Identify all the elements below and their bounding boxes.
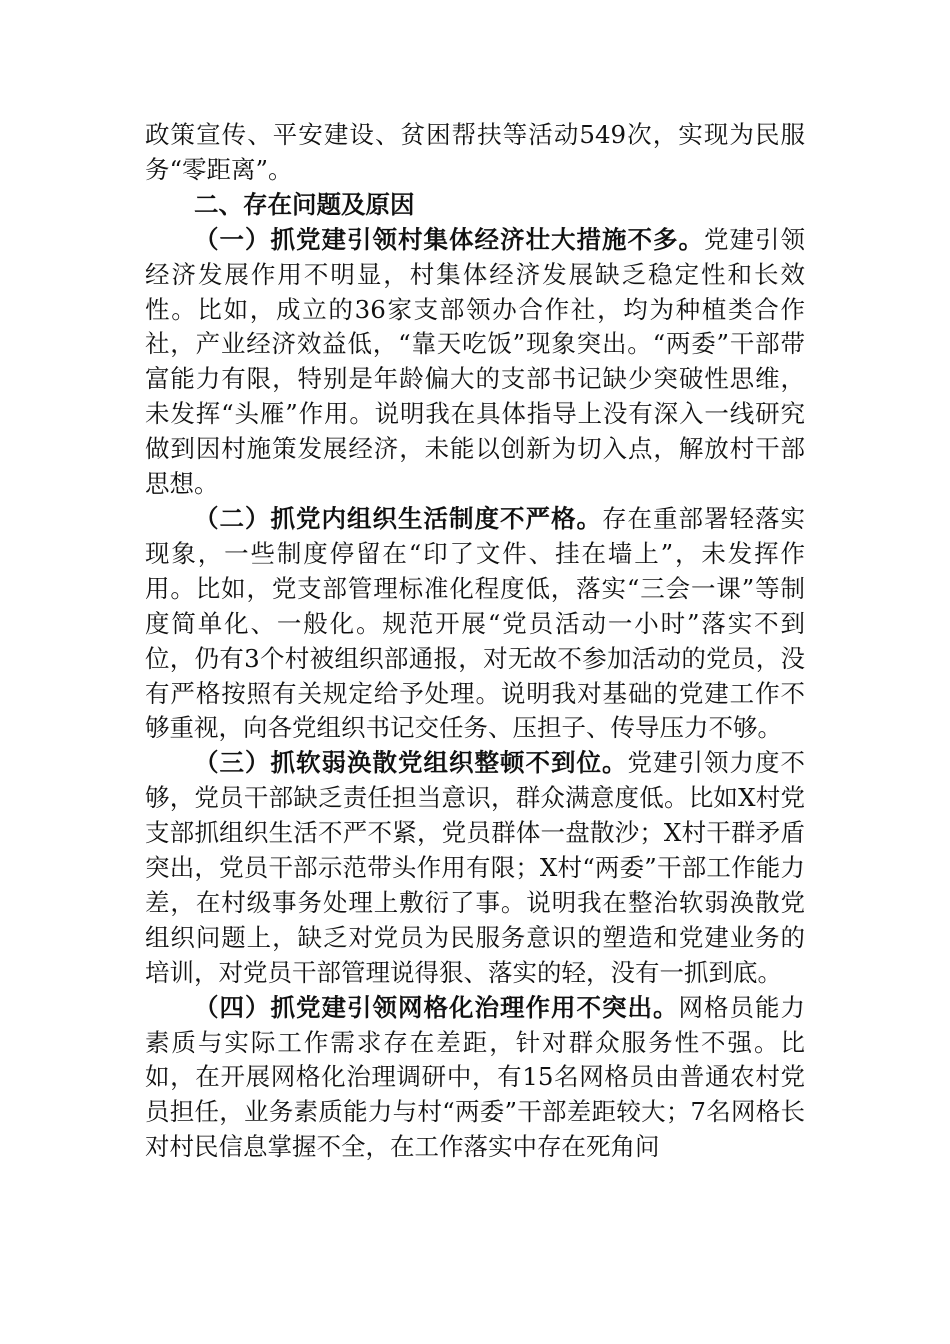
- item-2-body: 存在重部署轻落实现象，一些制度停留在“印了文件、挂在墙上”，未发挥作用。比如，党支部管理标准化程度低，落实“三会一课”等制度简单化、一般化。规范开展“党员活动一小时”落实不到位，仍有3个村被组织部通报，对无故不参加活动的党员，没有严格按照有关规定给予处理。说明我对基础的党建工作不够重视，向各党组织书记交任务、压担子、传导压力不够。: [145, 503, 805, 743]
- document-page: [145, 118, 805, 1165]
- paragraph-item-2: [145, 502, 805, 746]
- item-3-body: 党建引领力度不够，党员干部缺乏责任担当意识，群众满意度低。比如X村党支部抓组织生活不严不紧，党员群体一盘散沙；X村干群矛盾突出，党员干部示范带头作用有限；X村“两委”干部工作能力差，在村级事务处理上敷衍了事。说明我在整治软弱涣散党组织问题上，缺乏对党员为民服务意识的塑造和党建业务的培训，对党员干部管理说得狠、落实的轻，没有一抓到底。: [145, 748, 805, 987]
- paragraph-item-1: [145, 223, 805, 502]
- item-4-body: 网格员能力素质与实际工作需求存在差距，针对群众服务性不强。比如，在开展网格化治理调研中，有15名网格员由普通农村党员担任，业务素质能力与村“两委”干部差距较大；7名网格长对村民信息掌握不全，在工作落实中存在死角问: [145, 992, 805, 1162]
- paragraph-item-3: [145, 746, 805, 990]
- section-heading: 二、存在问题及原因: [194, 189, 415, 219]
- item-1-lead: （一）抓党建引领村集体经济壮大措施不多。: [194, 224, 704, 254]
- item-2-lead: （二）抓党内组织生活制度不严格。: [194, 503, 602, 533]
- item-3-lead: （三）抓软弱涣散党组织整顿不到位。: [194, 748, 628, 778]
- paragraph-item-4: [145, 991, 805, 1166]
- item-1-body: 党建引领经济发展作用不明显，村集体经济发展缺乏稳定性和长效性。比如，成立的36家支部领办合作社，均为种植类合作社，产业经济效益低，“靠天吃饭”现象突出。“两委”干部带富能力有限，特别是年龄偏大的支部书记缺少突破性思维，未发挥“头雁”作用。说明我在具体指导上没有深入一线研究做到因村施策发展经济，未能以创新为切入点，解放村干部思想。: [145, 224, 805, 499]
- continuation-paragraph: 政策宣传、平安建设、贫困帮扶等活动549次，实现为民服务“零距离”。: [145, 120, 805, 184]
- item-4-lead: （四）抓党建引领网格化治理作用不突出。: [194, 992, 679, 1022]
